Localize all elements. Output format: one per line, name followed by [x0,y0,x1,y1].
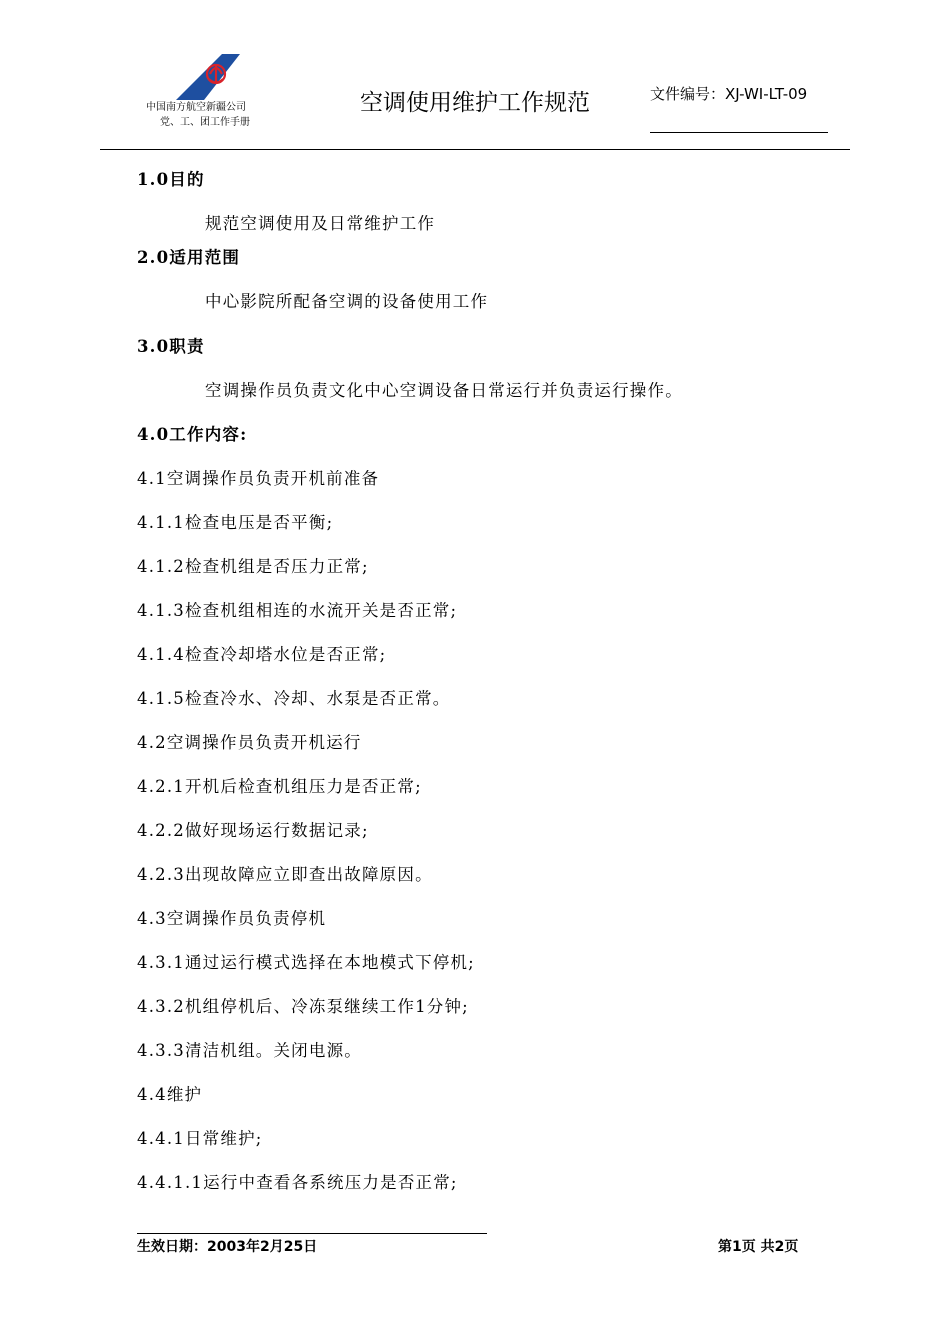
company-logo [176,52,240,100]
section-scope-heading: 2.0适用范围 [137,248,241,267]
list-item: 4.3.3清洁机组。关闭电源。 [137,1041,362,1060]
list-item: 4.3.2机组停机后、冷冻泵继续工作1分钟; [137,997,469,1016]
section-purpose-text: 规范空调使用及日常维护工作 [205,214,436,233]
company-name [146,100,250,130]
list-item: 4.1.3检查机组相连的水流开关是否正常; [137,601,458,620]
list-item: 4.2空调操作员负责开机运行 [137,733,362,752]
list-item: 4.1.5检查冷水、冷却、水泵是否正常。 [137,689,451,708]
list-item: 4.2.3出现故障应立即查出故障原因。 [137,865,433,884]
list-item: 4.2.1开机后检查机组压力是否正常; [137,777,422,796]
list-item: 4.4维护 [137,1085,203,1104]
footer-divider [137,1233,487,1234]
section-scope-text: 中心影院所配备空调的设备使用工作 [205,292,489,311]
list-item: 4.1空调操作员负责开机前准备 [137,469,380,488]
page-number: 第1页 共2页 [718,1239,799,1255]
effective-date: 生效日期：2003年2月25日 [137,1239,318,1255]
list-item: 4.1.2检查机组是否压力正常; [137,557,369,576]
section-purpose-heading: 1.0目的 [137,170,205,189]
list-item: 4.3.1通过运行模式选择在本地模式下停机; [137,953,475,972]
list-item: 4.4.1.1运行中查看各系统压力是否正常; [137,1173,458,1192]
list-item: 4.1.1检查电压是否平衡; [137,513,334,532]
document-title: 空调使用维护工作规范 [360,90,590,116]
section-duty-heading: 3.0职责 [137,337,205,356]
section-content-heading: 4.0工作内容: [137,425,248,444]
document-number: 文件编号：XJ-WI-LT-09 [650,85,808,103]
list-item: 4.4.1日常维护; [137,1129,263,1148]
china-southern-kapok-logo-icon [176,52,240,100]
list-item: 4.1.4检查冷却塔水位是否正常; [137,645,387,664]
header-divider [100,149,850,150]
list-item: 4.3空调操作员负责停机 [137,909,327,928]
company-name-line1: 中国南方航空新疆公司 [146,102,246,113]
list-item: 4.2.2做好现场运行数据记录; [137,821,369,840]
company-name-line2: 党、工、团工作手册 [160,117,250,128]
section-duty-text: 空调操作员负责文化中心空调设备日常运行并负责运行操作。 [205,381,683,400]
document-number-underline [650,132,828,133]
